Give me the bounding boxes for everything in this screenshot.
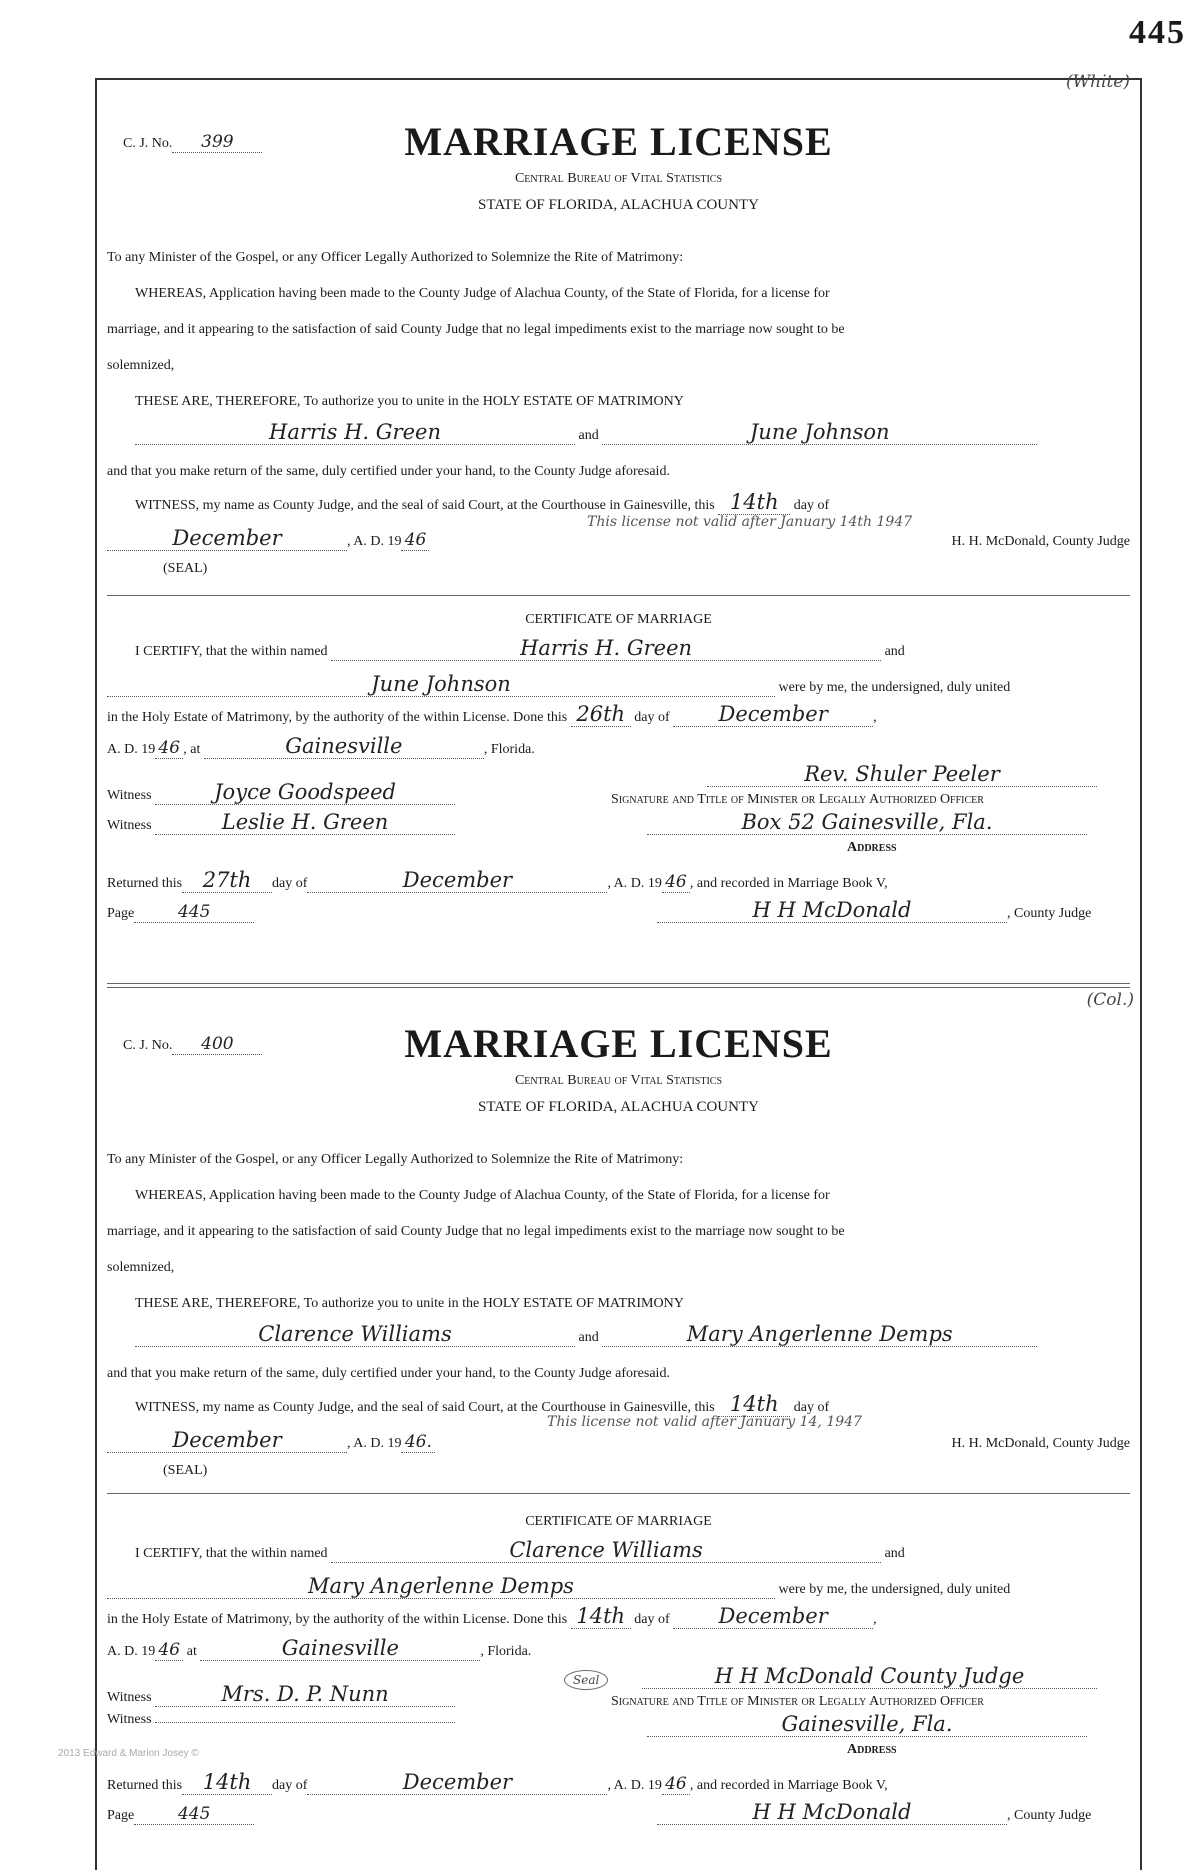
at-label: at [183, 1644, 197, 1659]
cj-number: 400 [172, 1034, 262, 1055]
record-frame [95, 72, 1142, 1870]
couple-line [135, 1322, 1037, 1347]
cj-number: 399 [172, 132, 262, 153]
to-any-minister: To any Minister of the Gospel, or any Officer Legally Authorized to Solemnize the Rite of Matrimony: [107, 250, 684, 265]
witness-2-line [107, 810, 455, 835]
holy-estate-line: in the Holy Estate of Matrimony, by the authority of the within License. Done this 26th day of December , [107, 702, 877, 726]
returned-year: 46 [662, 1774, 690, 1795]
recorded-text: , and recorded in Marriage Book V, [689, 1778, 888, 1793]
returned-label: Returned this [107, 876, 183, 891]
recorded-text: , and recorded in Marriage Book V, [689, 876, 888, 891]
judge-name: H. H. McDonald, County Judge [951, 1436, 1130, 1451]
witness-day: 14th [718, 490, 790, 515]
county-judge-label: , County Judge [1007, 906, 1092, 921]
officer-address: Gainesville, Fla. [647, 1712, 1087, 1737]
returned-ad: , A. D. 19 [607, 1778, 662, 1793]
returned-day-of: day of [272, 1778, 308, 1793]
address-label: Address [847, 840, 897, 855]
page-line [107, 902, 254, 923]
officer-address: Box 52 Gainesville, Fla. [647, 810, 1087, 835]
officer-signature [707, 762, 1097, 787]
page-value: 445 [134, 1804, 254, 1825]
marriage-place: Gainesville [200, 1636, 480, 1661]
cert-bride-line [107, 1574, 1010, 1599]
cj-label: C. J. No. [123, 136, 173, 151]
certify-line [135, 1538, 905, 1563]
signature-title-label: Signature and Title of Minister or Legally Authorized Officer [611, 1694, 984, 1709]
race-annotation: (White) [1065, 72, 1130, 92]
license-year: 46 [401, 530, 429, 551]
done-month: December [673, 1604, 873, 1629]
seal-stamp: Seal [564, 1670, 608, 1690]
done-month: December [673, 702, 873, 727]
returned-label: Returned this [107, 1778, 183, 1793]
and-word: and [578, 1330, 599, 1345]
returned-day-of: day of [272, 876, 308, 891]
cert-groom: Harris H. Green [331, 636, 881, 661]
groom-name: Harris H. Green [135, 420, 575, 445]
state-county: STATE OF FLORIDA, ALACHUA COUNTY [478, 197, 759, 213]
witness-label-2: Witness [107, 1712, 152, 1727]
were-united: were by me, the undersigned, duly united [778, 680, 1011, 695]
officer-signature [642, 1664, 1097, 1689]
witness-label-2: Witness [107, 818, 152, 833]
holy-estate-line: in the Holy Estate of Matrimony, by the authority of the within License. Done this 14th day of December , [107, 1604, 877, 1628]
seal-label: (SEAL) [163, 561, 208, 576]
bureau-name: Central Bureau of Vital Statistics [514, 1073, 723, 1088]
place-line [107, 734, 535, 759]
license-title: MARRIAGE LICENSE [404, 119, 833, 164]
license-month: December [107, 526, 347, 551]
return-line: and that you make return of the same, duly certified under your hand, to the County Judge aforesaid. [107, 464, 670, 479]
florida-label: , Florida. [483, 742, 535, 757]
holy-estate-text: in the Holy Estate of Matrimony, by the authority of the within License. Done this [107, 1612, 568, 1627]
certify-label: I CERTIFY, that the within named [135, 1546, 328, 1561]
page-value: 445 [134, 902, 254, 923]
cert-bride: Mary Angerlenne Demps [107, 1574, 775, 1599]
witness-2: Leslie H. Green [155, 810, 455, 835]
validity-note-text: This license not valid after January 14th 1947 [587, 514, 913, 530]
judge-signature-line [657, 1800, 1091, 1825]
whereas-line-1: WHEREAS, Application having been made to the County Judge of Alachua County, of the State of Florida, for a license for [135, 286, 830, 301]
witness-1: Joyce Goodspeed [155, 780, 455, 805]
day-of: day of [793, 498, 830, 513]
whereas-line-1: WHEREAS, Application having been made to the County Judge of Alachua County, of the State of Florida, for a license for [135, 1188, 830, 1203]
and-word: and [578, 428, 599, 443]
certify-line [135, 636, 905, 661]
returned-ad: , A. D. 19 [607, 876, 662, 891]
witness-day: 14th [718, 1392, 790, 1417]
ad-label-2: A. D. 19 [107, 1644, 156, 1659]
cert-and: and [884, 644, 905, 659]
witness-label-1: Witness [107, 1690, 152, 1705]
witness-line [135, 490, 829, 515]
license-separator [107, 983, 1130, 984]
returned-month: December [307, 1770, 607, 1795]
done-year: 46 [155, 738, 183, 759]
to-any-minister: To any Minister of the Gospel, or any Officer Legally Authorized to Solemnize the Rite of Matrimony: [107, 1152, 684, 1167]
certify-label: I CERTIFY, that the within named [135, 644, 328, 659]
done-year: 46 [155, 1640, 183, 1661]
date-line [107, 526, 429, 551]
these-are-line: THESE ARE, THEREFORE, To authorize you to unite in the HOLY ESTATE OF MATRIMONY [135, 1296, 684, 1311]
page-label: Page [107, 906, 135, 921]
done-day-of: day of [634, 710, 670, 725]
cert-groom: Clarence Williams [331, 1538, 881, 1563]
returned-year: 46 [662, 872, 690, 893]
seal-label: (SEAL) [163, 1463, 208, 1478]
at-label: , at [183, 742, 201, 757]
place-line [107, 1636, 531, 1661]
returned-day: 14th [182, 1770, 272, 1795]
done-day-of: day of [634, 1612, 670, 1627]
whereas-line-3: solemnized, [107, 358, 175, 373]
whereas-line-2: marriage, and it appearing to the satisfaction of said County Judge that no legal impediments exist to the marriage now sought to be [107, 322, 845, 337]
certificate-title: CERTIFICATE OF MARRIAGE [525, 612, 712, 627]
florida-label: , Florida. [480, 1644, 532, 1659]
certificate-title: CERTIFICATE OF MARRIAGE [525, 1514, 712, 1529]
returned-line [107, 1770, 888, 1795]
validity-note-text: This license not valid after January 14, 1947 [547, 1414, 862, 1430]
section-divider [107, 595, 1130, 596]
witness-text: WITNESS, my name as County Judge, and the seal of said Court, at the Courthouse in Gainesville, this [135, 498, 715, 513]
return-line: and that you make return of the same, duly certified under your hand, to the County Judge aforesaid. [107, 1366, 670, 1381]
witness-1: Mrs. D. P. Nunn [155, 1682, 455, 1707]
couple-line [135, 420, 1037, 445]
cert-bride: June Johnson [107, 672, 775, 697]
these-are-line: THESE ARE, THEREFORE, To authorize you to unite in the HOLY ESTATE OF MATRIMONY [135, 394, 684, 409]
judge-signature-line [657, 898, 1091, 923]
license-separator-2 [107, 987, 1130, 988]
whereas-line-3: solemnized, [107, 1260, 175, 1275]
license-title: MARRIAGE LICENSE [404, 1021, 833, 1066]
witness-1-line [107, 1682, 455, 1707]
judge-signature: H H McDonald [657, 898, 1007, 923]
holy-estate-text: in the Holy Estate of Matrimony, by the authority of the within License. Done this [107, 710, 568, 725]
bride-name: June Johnson [602, 420, 1037, 445]
license-year: 46. [401, 1432, 435, 1453]
page-line [107, 1804, 254, 1825]
validity-note [547, 1414, 862, 1431]
state-county: STATE OF FLORIDA, ALACHUA COUNTY [478, 1099, 759, 1115]
returned-month: December [307, 868, 607, 893]
race-annotation: (Col.) [1086, 990, 1134, 1010]
day-of: day of [793, 1400, 830, 1415]
ad-label: , A. D. 19 [347, 1436, 402, 1451]
signature-title-label: Signature and Title of Minister or Legally Authorized Officer [611, 792, 984, 807]
address-label: Address [847, 1742, 897, 1757]
returned-line [107, 868, 888, 893]
witness-1-line [107, 780, 455, 805]
witness-label-1: Witness [107, 788, 152, 803]
judge-signature: H H McDonald [657, 1800, 1007, 1825]
done-day: 14th [571, 1604, 631, 1629]
cert-and: and [884, 1546, 905, 1561]
page-number: 445 [1129, 14, 1186, 51]
done-day: 26th [571, 702, 631, 727]
date-line [107, 1428, 435, 1453]
judge-name: H. H. McDonald, County Judge [951, 534, 1130, 549]
witness-2-blank [155, 1722, 455, 1723]
license-month: December [107, 1428, 347, 1453]
witness-2-line [107, 1712, 455, 1728]
county-judge-label: , County Judge [1007, 1808, 1092, 1823]
marriage-place: Gainesville [204, 734, 484, 759]
section-divider [107, 1493, 1130, 1494]
whereas-line-2: marriage, and it appearing to the satisfaction of said County Judge that no legal impediments exist to the marriage now sought to be [107, 1224, 845, 1239]
page-label: Page [107, 1808, 135, 1823]
officer-name: Rev. Shuler Peeler [707, 762, 1097, 787]
cert-bride-line [107, 672, 1010, 697]
address-line [647, 810, 1087, 835]
ad-label-2: A. D. 19 [107, 742, 156, 757]
bride-name: Mary Angerlenne Demps [602, 1322, 1037, 1347]
ad-label: , A. D. 19 [347, 534, 402, 549]
validity-note [587, 514, 912, 531]
officer-name: H H McDonald County Judge [642, 1664, 1097, 1689]
witness-text: WITNESS, my name as County Judge, and the seal of said Court, at the Courthouse in Gainesville, this [135, 1400, 715, 1415]
address-line [647, 1712, 1087, 1737]
groom-name: Clarence Williams [135, 1322, 575, 1347]
returned-day: 27th [182, 868, 272, 893]
bureau-name: Central Bureau of Vital Statistics [514, 171, 723, 186]
cj-label: C. J. No. [123, 1038, 173, 1053]
copyright-watermark: 2013 Edward & Marion Josey © [58, 1748, 199, 1759]
were-united: were by me, the undersigned, duly united [778, 1582, 1011, 1597]
